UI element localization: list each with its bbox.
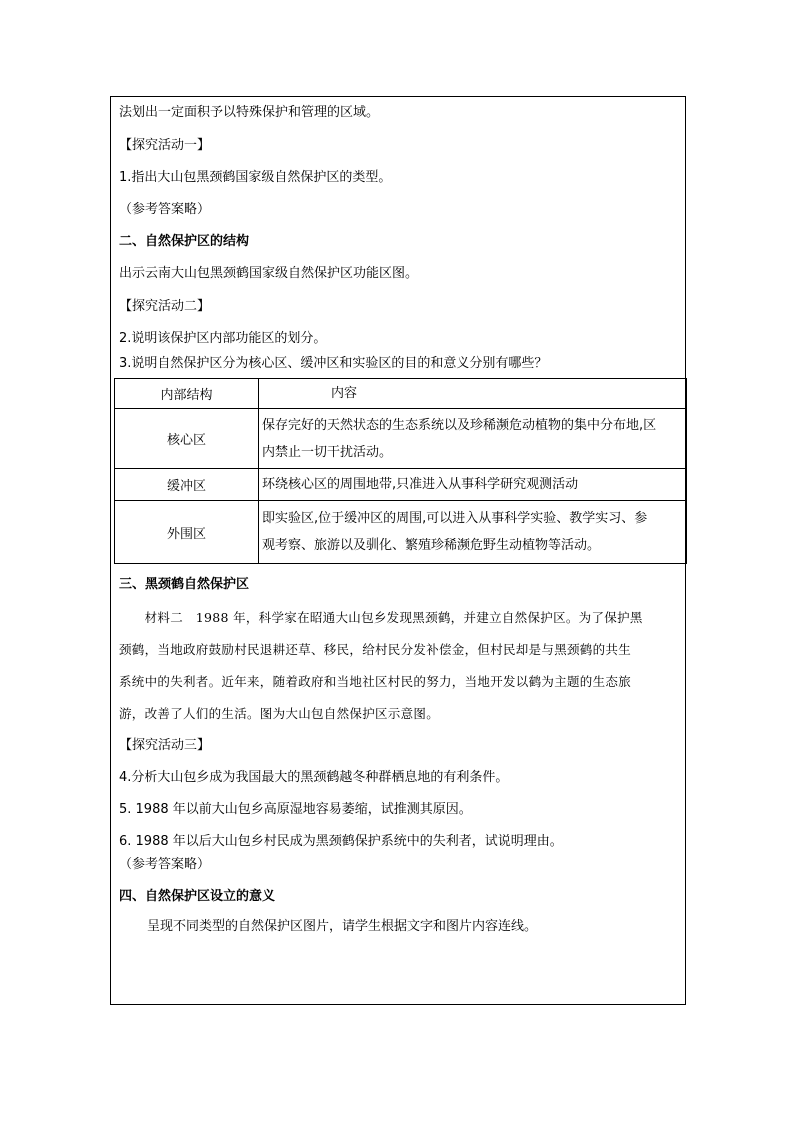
text-line-definition: 法划出一定面积予以特殊保护和管理的区域。 [119, 105, 380, 120]
table-cell-zone: 核心区 [115, 409, 259, 469]
activity-three-heading: 【探究活动三】 [119, 738, 211, 753]
question-3: 3.说明自然保护区分为核心区、缓冲区和实验区的目的和意义分别有哪些？ [119, 356, 548, 371]
material-line: 游，改善了人们的生活。图为大山包自然保护区示意图。 [119, 706, 440, 721]
table-header-row [115, 379, 687, 409]
content-line: 环绕核心区的周围地带,只准进入从事科学研究观测活动 [262, 477, 579, 492]
table-row [115, 409, 687, 469]
content-line: 即实验区,位于缓冲区的周围,可以进入从事科学实验、教学实习、参 [262, 511, 648, 526]
table-row [115, 469, 687, 501]
answer-note-2: （参考答案略） [119, 857, 211, 872]
table-cell-zone: 缓冲区 [115, 469, 259, 501]
table-cell-zone: 外围区 [115, 501, 259, 564]
section-2-heading: 二、自然保护区的结构 [119, 234, 250, 249]
question-2: 2.说明该保护区内部功能区的划分。 [119, 331, 327, 346]
content-line: 保存完好的天然状态的生态系统以及珍稀濒危动植物的集中分布地,区 [262, 417, 657, 433]
material-line: 系统中的失利者。近年来，随着政府和当地社区村民的努力，当地开发以鹤为主题的生态旅 [119, 674, 632, 689]
table-header-content: 内容 [259, 379, 687, 409]
section-4-heading: 四、自然保护区设立的意义 [119, 889, 276, 904]
table-cell-content [259, 409, 687, 469]
section-4-text: 呈现不同类型的自然保护区图片，请学生根据文字和图片内容连线。 [147, 919, 538, 934]
material-line: 颈鹤，当地政府鼓励村民退耕还草、移民，给村民分发补偿金，但村民却是与黑颈鹤的共生 [119, 642, 632, 657]
table-header-structure: 内部结构 [115, 379, 259, 409]
question-6: 6. 1988 年以后大山包乡村民成为黑颈鹤保护系统中的失利者，试说明理由。 [119, 834, 563, 849]
question-4: 4.分析大山包乡成为我国最大的黑颈鹤越冬种群栖息地的有利条件。 [119, 770, 509, 785]
content-line: 内禁止一切干扰活动。 [262, 444, 393, 460]
section-2-text: 出示云南大山包黑颈鹤国家级自然保护区功能区图。 [119, 266, 419, 281]
table-cell-content [259, 469, 687, 501]
answer-note-1: （参考答案略） [119, 202, 211, 217]
activity-one-heading: 【探究活动一】 [119, 138, 211, 153]
question-1: 1.指出大山包黑颈鹤国家级自然保护区的类型。 [119, 170, 392, 185]
content-line: 观考察、旅游以及驯化、繁殖珍稀濒危野生动植物等活动。 [262, 538, 601, 553]
material-line: 材料二 1988 年，科学家在昭通大山包乡发现黑颈鹤，并建立自然保护区。为了保护黑 [119, 610, 643, 625]
structure-table [114, 378, 687, 564]
section-3-heading: 三、黑颈鹤自然保护区 [119, 577, 250, 592]
activity-two-heading: 【探究活动二】 [119, 299, 211, 314]
table-cell-content [259, 501, 687, 564]
question-5: 5. 1988 年以前大山包乡高原湿地容易萎缩，试推测其原因。 [119, 802, 472, 817]
table-row [115, 501, 687, 564]
lesson-frame [110, 96, 686, 1005]
